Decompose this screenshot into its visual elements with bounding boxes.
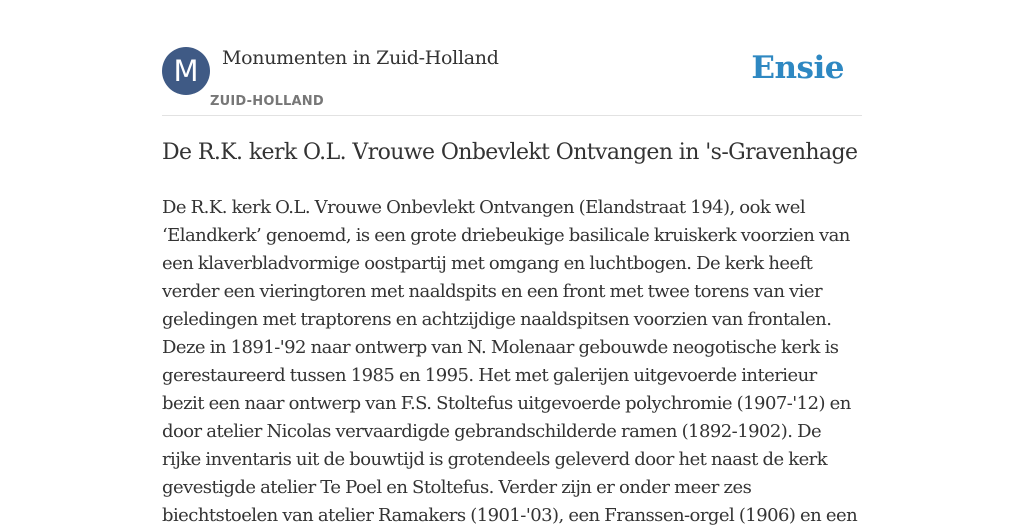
article-body: De R.K. kerk O.L. Vrouwe Onbevlekt Ontvangen (Elandstraat 194), ook wel ‘Elandkerk’ genoemd, is een grote driebeukige basilicale kruiskerk voorzien van een klaverbladvormige oostpartij met omgang en luchtbogen. De kerk heeft verder een vieringtoren met naaldspits en een front met twee torens van vier geledingen met traptorens en achtzijdige naaldspitsen voorzien van frontalen. Deze in 1891-'92 naar ontwerp van N. Molenaar gebouwde neogotische kerk is gerestaureerd tussen 1985 en 1995. Het met galerijen uitgevoerde interieur bezit een naar ontwerp van F.S. Stoltefus uitgevoerde polychromie (1907-'12) en door atelier Nicolas vervaardigde gebrandschilderde ramen (1892-1902). De rijke inventaris uit de bouwtijd is grotendeels geleverd door het naast de kerk gevestigde atelier Te Poel en Stoltefus. Verder zijn er onder meer zes biechtstoelen van atelier Ramakers (1901-'03), een Franssen-orgel (1906) en een: [162, 197, 858, 526]
header-divider: [162, 115, 862, 116]
avatar[interactable]: M: [162, 47, 210, 95]
ensie-logo[interactable]: Ensie: [751, 50, 844, 86]
publication-title-link[interactable]: Monumenten in Zuid-Holland: [222, 47, 499, 69]
publication-header: [162, 47, 862, 116]
category-link[interactable]: ZUID-HOLLAND: [210, 94, 324, 109]
article-title: De R.K. kerk O.L. Vrouwe Onbevlekt Ontvangen in 's-Gravenhage: [162, 140, 858, 165]
